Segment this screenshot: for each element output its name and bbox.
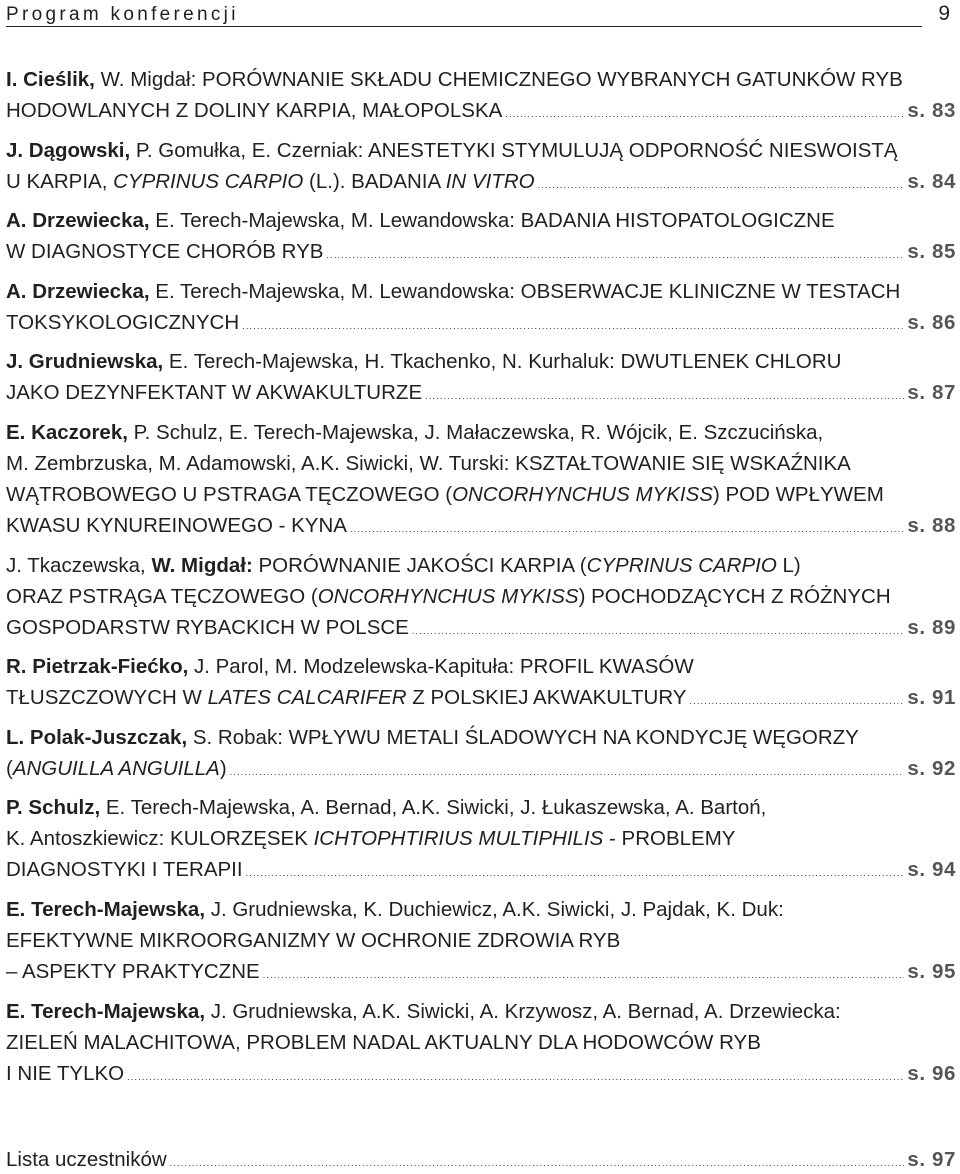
entry-segment: TOKSYKOLOGICZNYCH [6, 310, 240, 334]
entry-segment: – ASPEKTY PRAKTYCZNE [6, 959, 260, 983]
entry-text [6, 1031, 761, 1054]
page-header [6, 0, 956, 28]
entry-segment: ZIELEŃ MALACHITOWA, PROBLEM NADAL AKTUALNY DLA HODOWCÓW RYB [6, 1030, 761, 1054]
entry-text [6, 280, 900, 303]
entry-line [6, 276, 956, 307]
entry-line [6, 510, 956, 541]
entry-lead-author: E. Terech-Majewska, [6, 999, 206, 1023]
entry-line [6, 307, 956, 338]
entry-segment: JAKO DEZYNFEKTANT W AKWAKULTURZE [6, 381, 423, 405]
entry-segment: K. Antoszkiewicz: KULORZĘSEK [6, 827, 314, 851]
latin-name: CYPRINUS CARPIO [586, 553, 777, 577]
entry-segment: GOSPODARSTW RYBACKICH W POLSCE [6, 615, 409, 639]
entry-segment: W. Migdał: PORÓWNANIE SKŁADU CHEMICZNEGO WYBRANYCH GATUNKÓW RYB [94, 68, 903, 91]
entry-line [6, 479, 956, 510]
dot-leader [170, 1159, 905, 1168]
entry-lead-author: A. Drzewiecka, [6, 279, 150, 303]
latin-name: LATES CALCARIFER [207, 686, 407, 710]
entry-segment: J. Parol, M. Modzelewska-Kapituła: PROFIL KWASÓW [188, 655, 694, 679]
toc-entry[interactable] [6, 996, 956, 1089]
entry-text [6, 854, 243, 885]
entry-line [6, 753, 956, 784]
page-reference: s. 92 [907, 756, 956, 780]
entry-text [6, 510, 347, 541]
footer-label: Lista uczestników [6, 1148, 167, 1171]
entry-segment: L) [776, 553, 801, 577]
toc-entry[interactable] [6, 205, 956, 267]
entry-segment: DIAGNOSTYKI I TERAPII [6, 858, 243, 882]
page-reference: s. 89 [907, 615, 956, 639]
entry-line [6, 550, 956, 581]
entry-segment: (L.). BADANIA [303, 169, 446, 193]
entry-line [6, 1058, 956, 1089]
page-reference: s. 95 [907, 959, 956, 983]
entry-line [6, 651, 956, 682]
entry-segment: P. Gomułka, E. Czerniak: ANESTETYKI STYMULUJĄ ODPORNOŚĆ NIESWOISTĄ [130, 138, 898, 162]
page-reference: s. 87 [907, 381, 956, 405]
entry-text [6, 956, 260, 987]
entry-segment: PORÓWNANIE JAKOŚCI KARPIA ( [252, 553, 587, 577]
entry-segment: WĄTROBOWEGO U PSTRAGA TĘCZOWEGO ( [6, 482, 453, 506]
entry-text [6, 929, 620, 952]
entry-line [6, 682, 956, 713]
entry-text [6, 1058, 124, 1089]
dot-leader [425, 392, 904, 401]
dot-leader [350, 525, 904, 534]
page-reference: s. 97 [907, 1148, 956, 1171]
entry-line [6, 448, 956, 479]
entry-segment: ORAZ PSTRĄGA TĘCZOWEGO ( [6, 584, 318, 608]
entry-lead-author: W. Migdał: [151, 553, 253, 577]
entry-segment: TŁUSZCZOWYCH W [6, 686, 208, 710]
latin-name: ONCORHYNCHUS MYKISS [452, 482, 713, 506]
entry-line [6, 236, 956, 267]
toc-entry[interactable] [6, 276, 956, 338]
toc-entry[interactable] [6, 346, 956, 408]
entry-lead-author: L. Polak-Juszczak, [6, 725, 188, 749]
entry-text [6, 796, 766, 819]
page-reference: s. 85 [907, 240, 956, 264]
entry-line [6, 95, 956, 126]
latin-name: ANGUILLA ANGUILLA [12, 756, 220, 780]
entry-segment: E. Terech-Majewska, M. Lewandowska: BADANIA HISTOPATOLOGICZNE [149, 209, 835, 233]
toc-entry[interactable] [6, 135, 956, 197]
entry-lead-author: P. Schulz, [6, 796, 101, 820]
entry-line [6, 377, 956, 408]
page-reference: s. 96 [907, 1061, 956, 1085]
entry-line [6, 956, 956, 987]
dot-leader [246, 869, 905, 878]
entry-text [6, 682, 686, 713]
page-reference: s. 91 [907, 686, 956, 710]
page-reference: s. 83 [907, 99, 956, 122]
entry-text [6, 95, 502, 126]
entry-segment: E. Terech-Majewska, A. Bernad, A.K. Siwicki, J. Łukaszewska, A. Bartoń, [100, 796, 767, 820]
page-reference: s. 94 [907, 858, 956, 882]
entry-line [6, 996, 956, 1027]
dot-leader [127, 1073, 904, 1082]
entry-segment: - PROBLEMY [603, 827, 736, 851]
entry-lead-author: I. Cieślik, [6, 68, 95, 91]
toc-entry[interactable] [6, 722, 956, 784]
entry-text [6, 655, 694, 678]
entry-segment: KWASU KYNUREINOWEGO - KYNA [6, 513, 347, 537]
latin-name: ICHTOPHTIRIUS MULTIPHILIS [313, 827, 604, 851]
dot-leader [326, 251, 904, 260]
entry-text [6, 166, 535, 197]
entry-segment: Z POLSKIEJ AKWAKULTURY [406, 686, 687, 710]
entry-segment: E. Terech-Majewska, M. Lewandowska: OBSERWACJE KLINICZNE W TESTACH [149, 279, 901, 303]
entry-lead-author: A. Drzewiecka, [6, 209, 150, 233]
entry-line [6, 417, 956, 448]
entry-line [6, 925, 956, 956]
entry-text [6, 827, 735, 850]
entry-segment: ) [219, 756, 227, 780]
entry-segment: J. Grudniewska, A.K. Siwicki, A. Krzywosz, A. Bernad, A. Drzewiecka: [205, 999, 841, 1023]
entry-segment: U KARPIA, [6, 169, 114, 193]
page-reference: s. 88 [907, 513, 956, 537]
entry-line [6, 823, 956, 854]
entry-text [6, 350, 841, 373]
entry-line [6, 894, 956, 925]
latin-name: ONCORHYNCHUS MYKISS [317, 584, 579, 608]
dot-leader [505, 110, 904, 119]
entry-segment: J. Grudniewska, K. Duchiewicz, A.K. Siwicki, J. Pajdak, K. Duk: [205, 897, 784, 921]
toc-entry[interactable] [6, 417, 956, 541]
dot-leader [230, 768, 905, 777]
entry-text [6, 307, 239, 338]
entry-line [6, 612, 956, 643]
entry-segment: ) POD WPŁYWEM [712, 482, 884, 506]
toc-entry[interactable] [6, 550, 956, 643]
entry-line [6, 854, 956, 885]
latin-name: CYPRINUS CARPIO [113, 169, 304, 193]
dot-leader [412, 627, 905, 636]
toc-entry[interactable] [6, 894, 956, 987]
entry-line [6, 166, 956, 197]
running-title: Program konferencji [6, 4, 239, 25]
entry-lead-author: E. Terech-Majewska, [6, 897, 206, 921]
entry-segment: P. Schulz, E. Terech-Majewska, J. Małaczewska, R. Wójcik, E. Szczucińska, [127, 420, 824, 444]
entry-text [6, 68, 903, 91]
entry-line [6, 581, 956, 612]
entry-segment: I NIE TYLKO [6, 1061, 125, 1085]
entry-text [6, 421, 823, 444]
dot-leader [242, 322, 904, 331]
entry-text [6, 554, 801, 577]
toc-entry[interactable] [6, 792, 956, 885]
page-reference: s. 84 [907, 169, 956, 193]
page-number: 9 [938, 2, 950, 25]
entry-segment: ) POCHODZĄCYCH Z RÓŻNYCH [578, 584, 891, 608]
entry-lead-author: J. Dągowski, [6, 138, 131, 162]
entry-segment: M. Zembrzuska, M. Adamowski, A.K. Siwicki, W. Turski: KSZTAŁTOWANIE SIĘ WSKAŹNIKA [6, 451, 851, 475]
entry-text [6, 612, 409, 643]
toc-footer-entry[interactable] [6, 1148, 956, 1172]
page-reference: s. 86 [907, 310, 956, 334]
toc-list [6, 64, 956, 1097]
entry-segment: ( [6, 756, 13, 780]
entry-segment: W DIAGNOSTYCE CHORÓB RYB [6, 240, 324, 264]
entry-line [6, 792, 956, 823]
entry-lead-author: E. Kaczorek, [6, 420, 128, 444]
entry-text [6, 209, 835, 232]
entry-text [6, 452, 851, 475]
entry-line [6, 346, 956, 377]
entry-line [6, 1027, 956, 1058]
entry-segment: J. Tkaczewska, [6, 553, 152, 577]
entry-segment: E. Terech-Majewska, H. Tkachenko, N. Kurhaluk: DWUTLENEK CHLORU [163, 350, 842, 374]
entry-text [6, 139, 898, 162]
entry-line [6, 722, 956, 753]
entry-lead-author: R. Pietrzak-Fiećko, [6, 655, 189, 679]
toc-entry[interactable] [6, 64, 956, 126]
dot-leader [689, 697, 904, 706]
entry-text [6, 898, 784, 921]
entry-line [6, 64, 956, 95]
entry-line [6, 135, 956, 166]
entry-text [6, 236, 323, 267]
dot-leader [263, 971, 905, 980]
dot-leader [538, 181, 905, 190]
entry-segment: S. Robak: WPŁYWU METALI ŚLADOWYCH NA KONDYCJĘ WĘGORZY [187, 725, 859, 749]
entry-text [6, 726, 859, 749]
entry-text [6, 483, 884, 506]
entry-segment: HODOWLANYCH Z DOLINY KARPIA, MAŁOPOLSKA [6, 99, 503, 122]
header-divider [6, 26, 922, 27]
entry-text [6, 377, 422, 408]
toc-entry[interactable] [6, 651, 956, 713]
entry-segment: EFEKTYWNE MIKROORGANIZMY W OCHRONIE ZDROWIA RYB [6, 928, 621, 952]
entry-text [6, 753, 227, 784]
latin-name: IN VITRO [445, 169, 535, 193]
entry-line [6, 205, 956, 236]
entry-text [6, 585, 891, 608]
entry-lead-author: J. Grudniewska, [6, 350, 164, 374]
entry-text [6, 1000, 841, 1023]
